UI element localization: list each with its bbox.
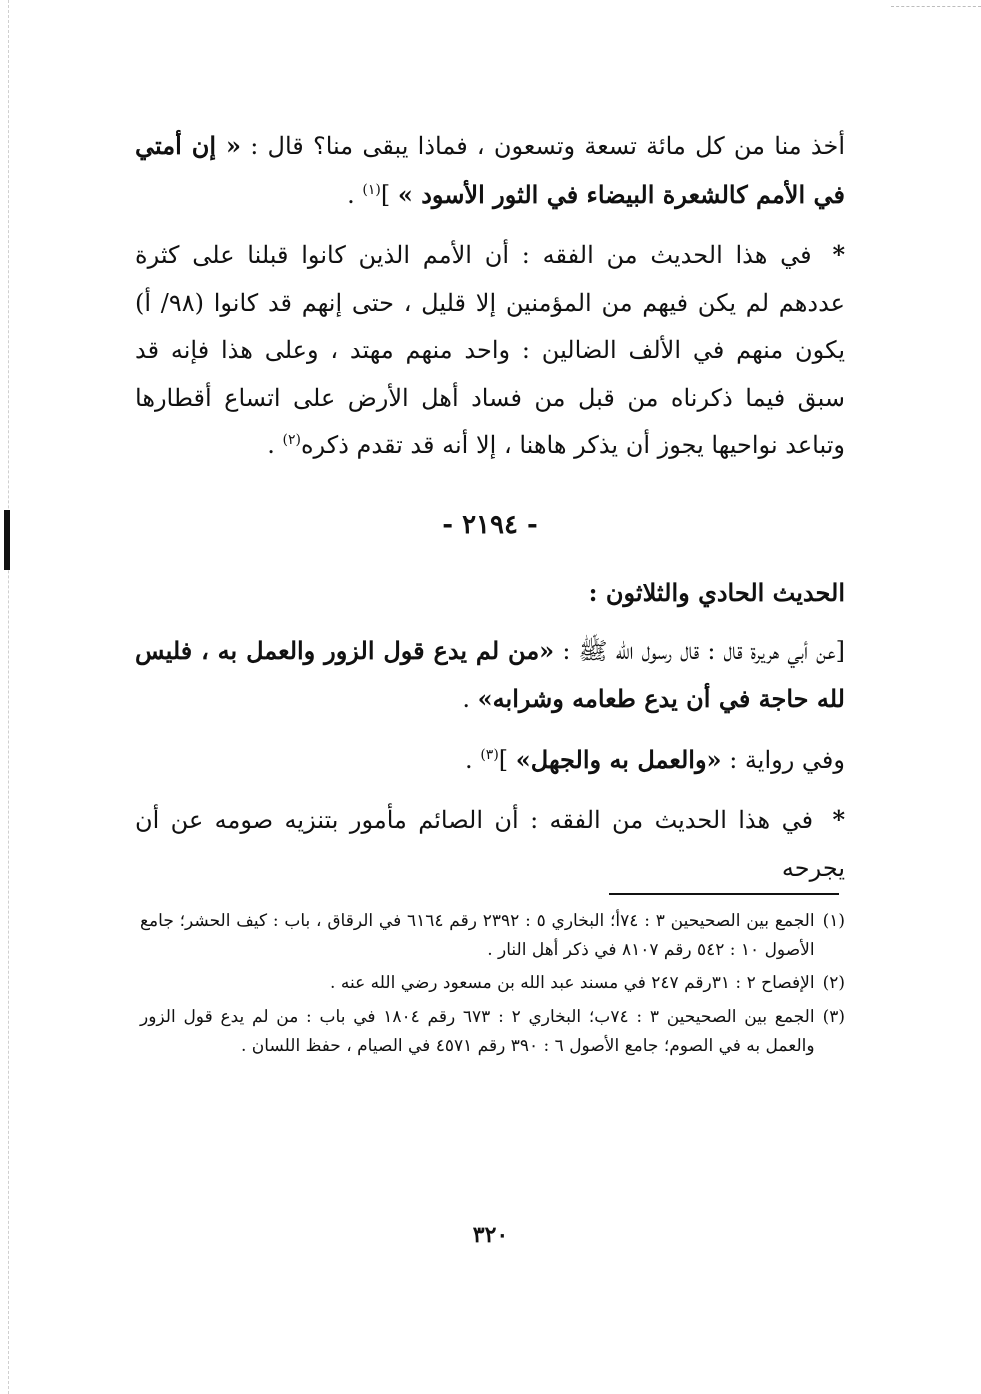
paragraph-2 — [135, 231, 845, 470]
hadith-tail: . — [462, 685, 478, 714]
footnote-ref-1[interactable]: (١) — [362, 181, 381, 198]
footnote-text: الإفصاح ٢ : ٣١رقم ٢٤٧ في مسند عبد الله بن مسعود رضي الله عنه . — [330, 973, 815, 994]
paragraph-2-tail: . — [267, 431, 283, 460]
page-edge — [8, 0, 9, 1394]
footnote-ref-3[interactable]: (٣) — [480, 746, 499, 763]
section-title: الحديث الحادي والثلاثون : — [588, 578, 845, 608]
paragraph-1-text: أخذ منا من كل مائة تسعة وتسعون ، فماذا يبقى منا؟ قال : — [250, 132, 845, 160]
riwaya-text: «والعمل به والجهل» — [515, 744, 722, 774]
footnotes — [140, 907, 845, 1065]
hadith-intro: [عن أبي هريرة قال : قال رسول الله ﷺ : — [562, 636, 846, 665]
hadith-quote: « إن أمتي في الأمم كالشعرة البيضاء في الثور الأسود » — [135, 131, 845, 209]
hadith-number-heading: - ٢١٩٤ - — [442, 509, 538, 540]
footnote-separator — [609, 893, 839, 895]
paragraph-1-tail: . — [347, 180, 363, 209]
footnote-number: (٣) — [822, 1006, 845, 1027]
footnote-1 — [140, 907, 845, 965]
footnote-3 — [140, 1003, 845, 1061]
riwaya-tail: . — [465, 745, 481, 774]
paragraph-3-text: في هذا الحديث من الفقه : أن الصائم مأمور بتنزيه صومه عن أن يجرحه — [135, 806, 845, 882]
hadith-text: «من لم يدع قول الزور والعمل به ، فليس لله حاجة في أن يدع طعامه وشرابه» — [135, 635, 845, 714]
riwaya-prefix: وفي رواية : — [729, 745, 845, 774]
paragraph-2-text: في هذا الحديث من الفقه : أن الأمم الذين كانوا قبلنا على كثرة عددهم لم يكن فيهم من المؤمنين إلا قليل ، حتى إنهم قد كانوا (٩٨/ أ) يكون منهم في الألف الضالين : واحد منهم مهتد ، وعلى هذا فإنه قد سبق فيما ذكرناه من قبل من فساد أهل الأرض على اتساع أقطارها وتباعد نواحيها يجوز أن يذكر هاهنا ، إلا أنه قد تقدم ذكره — [135, 241, 846, 460]
main-text — [135, 122, 845, 904]
footnote-text: الجمع بين الصحيحين ٣ : ٧٤أ؛ البخاري ٥ : ٢٣٩٢ رقم ٦١٦٤ في الرقاق ، باب : كيف الحشر؛ جامع الأصول ١٠ : ٥٤٢ رقم ٨١٠٧ في ذكر أهل النار . — [140, 911, 815, 961]
footnote-text: الجمع بين الصحيحين ٣ : ٧٤ب؛ البخاري ٢ : ٦٧٣ رقم ١٨٠٤ في باب : من لم يدع قول الزور والعمل به في الصوم؛ جامع الأصول ٦ : ٣٩٠ رقم ٤٥٧١ في الصيام ، حفظ اللسان . — [140, 1006, 815, 1056]
binding-mark — [4, 510, 10, 570]
hadith-paragraph — [135, 627, 845, 724]
footnote-2 — [140, 969, 845, 998]
footnote-ref-2[interactable]: (٢) — [282, 432, 301, 449]
riwaya-end: ] — [498, 745, 516, 774]
bracket-close: ] — [380, 180, 391, 209]
riwaya-paragraph — [135, 736, 845, 785]
page-edge-top — [891, 6, 981, 7]
asterisk-icon: * — [832, 240, 845, 270]
paragraph-1 — [135, 122, 845, 219]
footnote-number: (٢) — [822, 973, 845, 994]
footnote-number: (١) — [822, 911, 845, 931]
page-number: ٣٢٠ — [472, 1222, 509, 1248]
asterisk-icon: * — [832, 805, 845, 835]
paragraph-3 — [135, 796, 845, 892]
